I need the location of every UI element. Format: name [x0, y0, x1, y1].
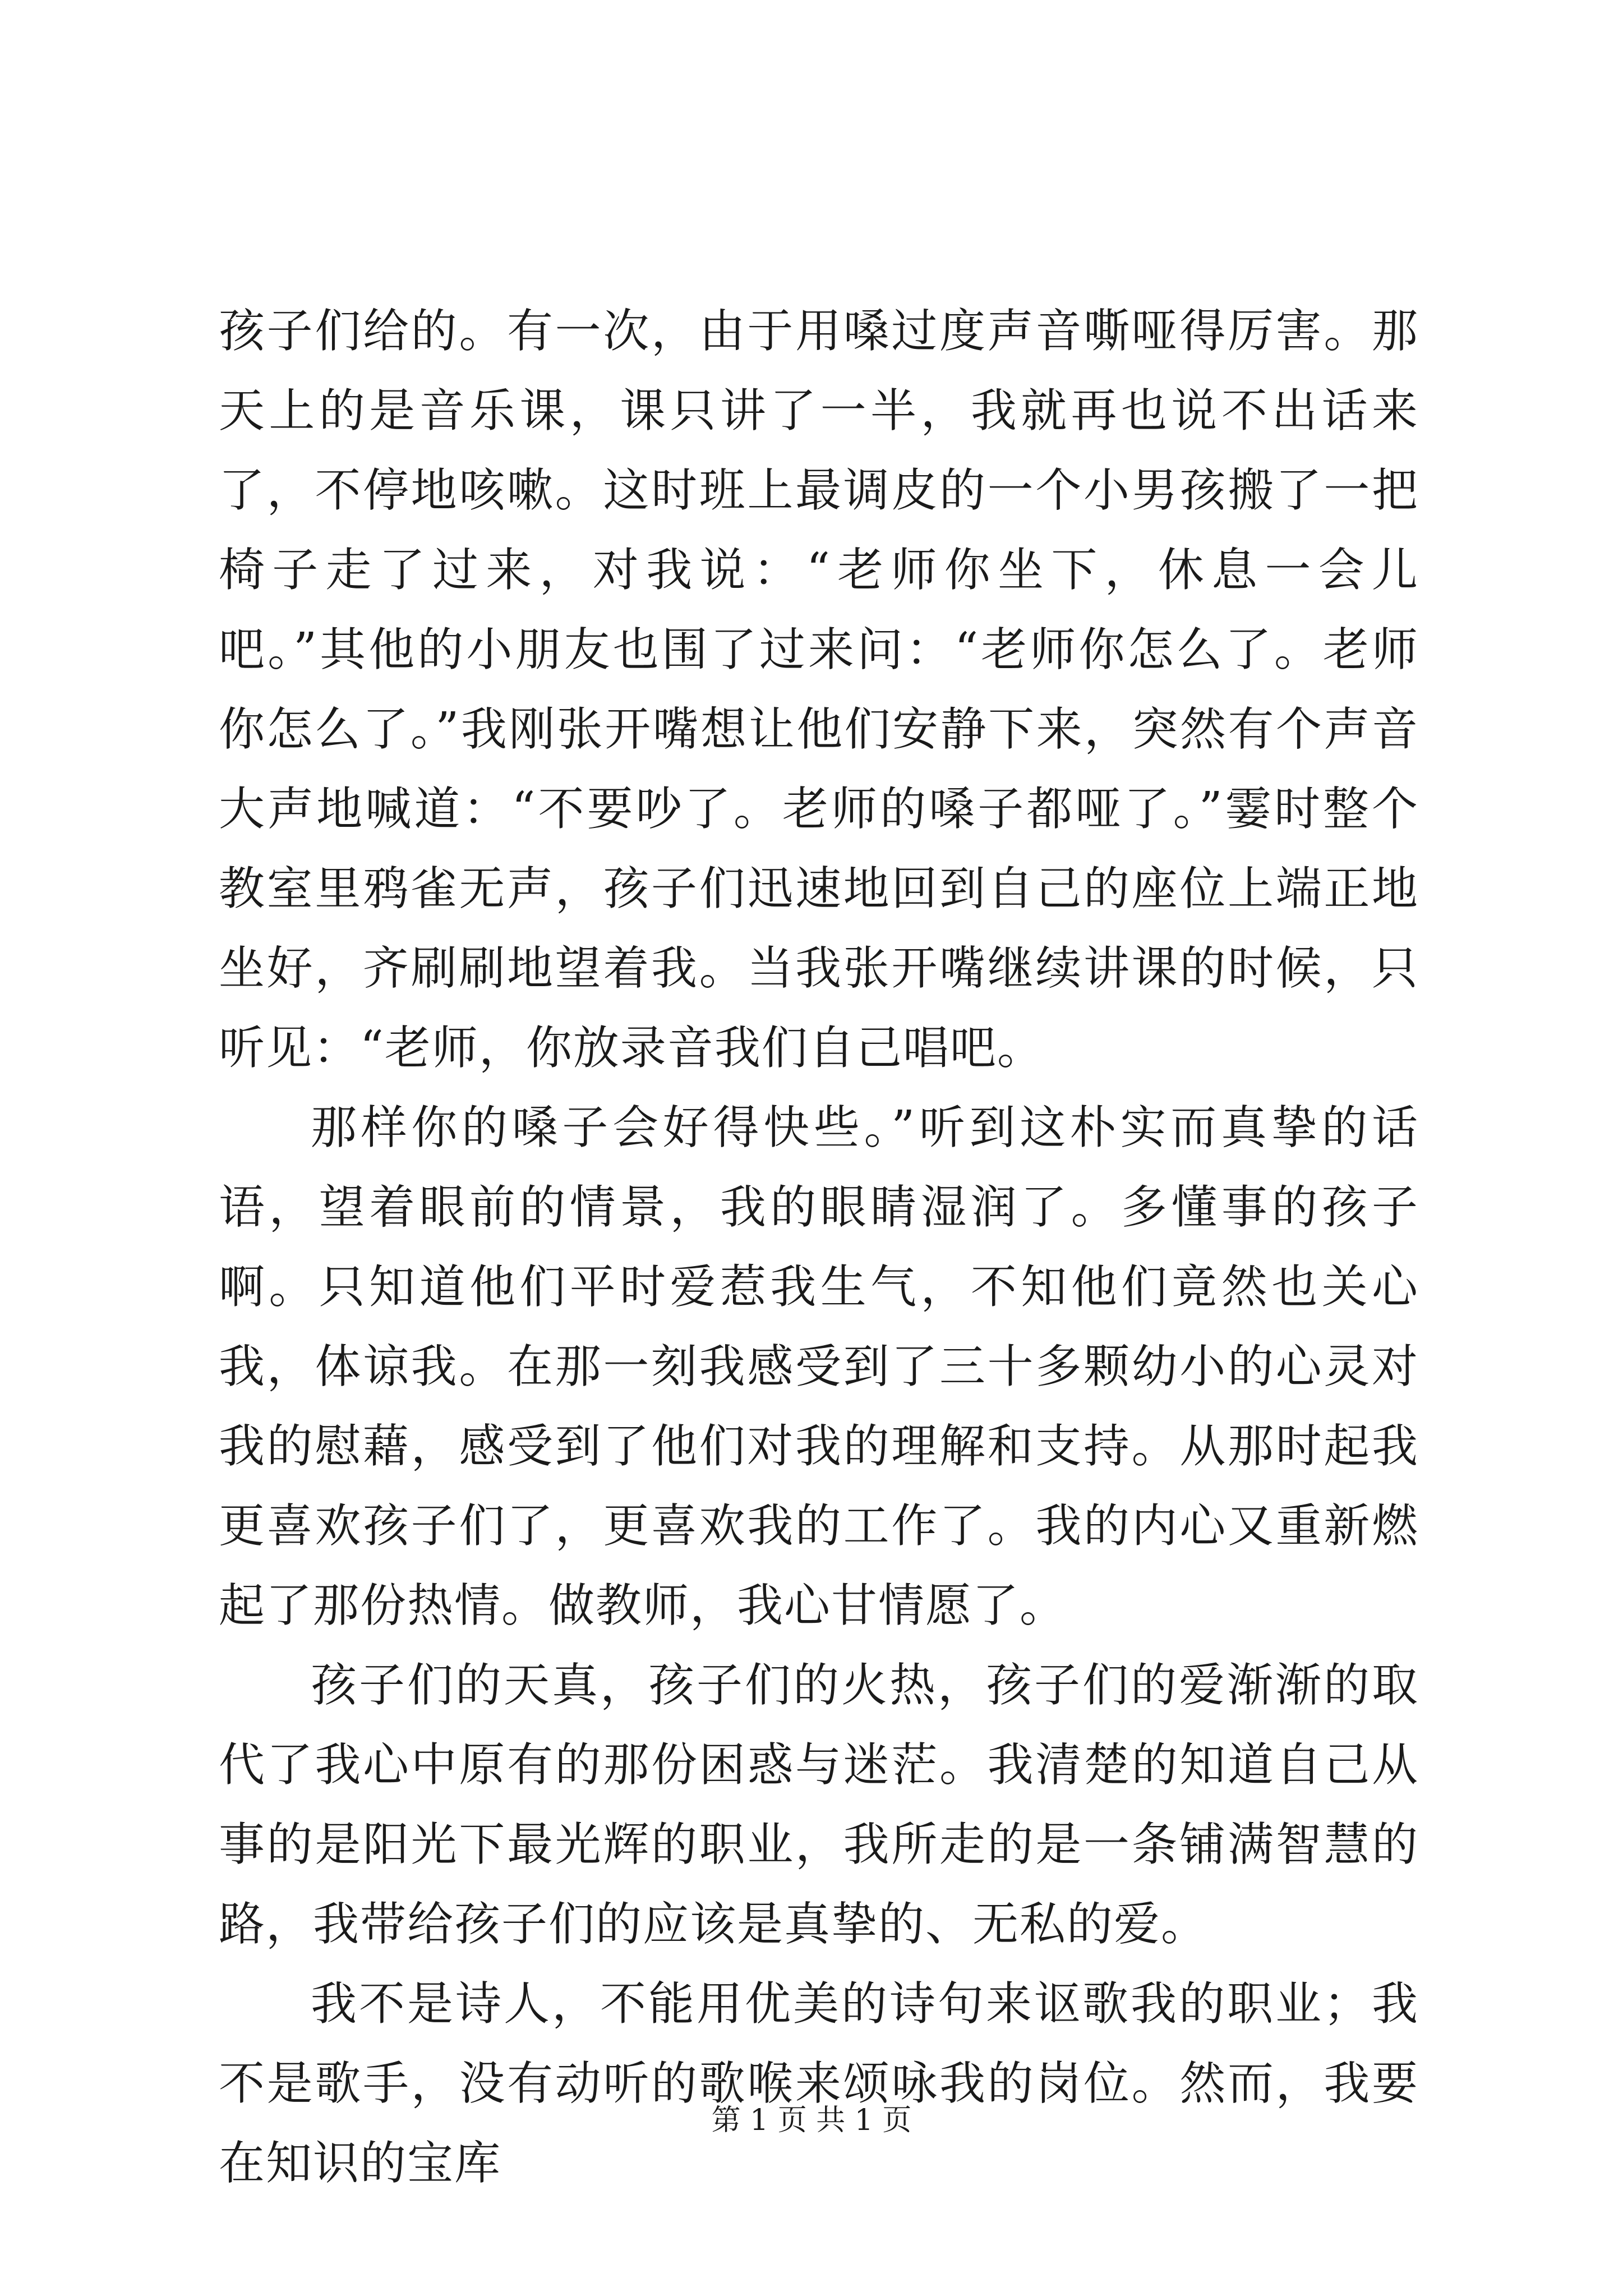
- paragraph-3: 孩子们的天真，孩子们的火热，孩子们的爱渐渐的取代了我心中原有的那份困惑与迷茫。我清楚的知道自己从事的是阳光下最光辉的职业，我所走的是一条铺满智慧的路，我带给孩子们的应该是真挚的、无私的爱。: [219, 1659, 1419, 1951]
- page-number-label: 第 1 页 共 1 页: [711, 2104, 912, 2137]
- paragraph-2: 那样你的嗓子会好得快些。”听到这朴实而真挚的话语，望着眼前的情景，我的眼睛湿润了。多懂事的孩子啊。只知道他们平时爱惹我生气，不知他们竟然也关心我，体谅我。在那一刻我感受到了三十多颗幼小的心灵对我的慰藉，感受到了他们对我的理解和支持。从那时起我更喜欢孩子们了，更喜欢我的工作了。我的内心又重新燃起了那份热情。做教师，我心甘情愿了。: [219, 1101, 1419, 1632]
- page-footer: [0, 2101, 1623, 2140]
- paragraph-1: 孩子们给的。有一次，由于用嗓过度声音嘶哑得厉害。那天上的是音乐课，课只讲了一半，我就再也说不出话来了，不停地咳嗽。这时班上最调皮的一个小男孩搬了一把椅子走了过来，对我说：“老师你坐下，休息一会儿吧。”其他的小朋友也围了过来问：“老师你怎么了。老师你怎么了。”我刚张开嘴想让他们安静下来，突然有个声音大声地喊道：“不要吵了。老师的嗓子都哑了。”霎时整个教室里鸦雀无声，孩子们迅速地回到自己的座位上端正地坐好，齐刷刷地望着我。当我张开嘴继续讲课的时候，只听见：“老师，你放录音我们自己唱吧。: [219, 305, 1419, 1075]
- document-body: [219, 292, 1419, 2203]
- paragraph-4: 我不是诗人，不能用优美的诗句来讴歌我的职业；我不是歌手，没有动听的歌喉来颂咏我的岗位。然而，我要在知识的宝库: [219, 1977, 1419, 2190]
